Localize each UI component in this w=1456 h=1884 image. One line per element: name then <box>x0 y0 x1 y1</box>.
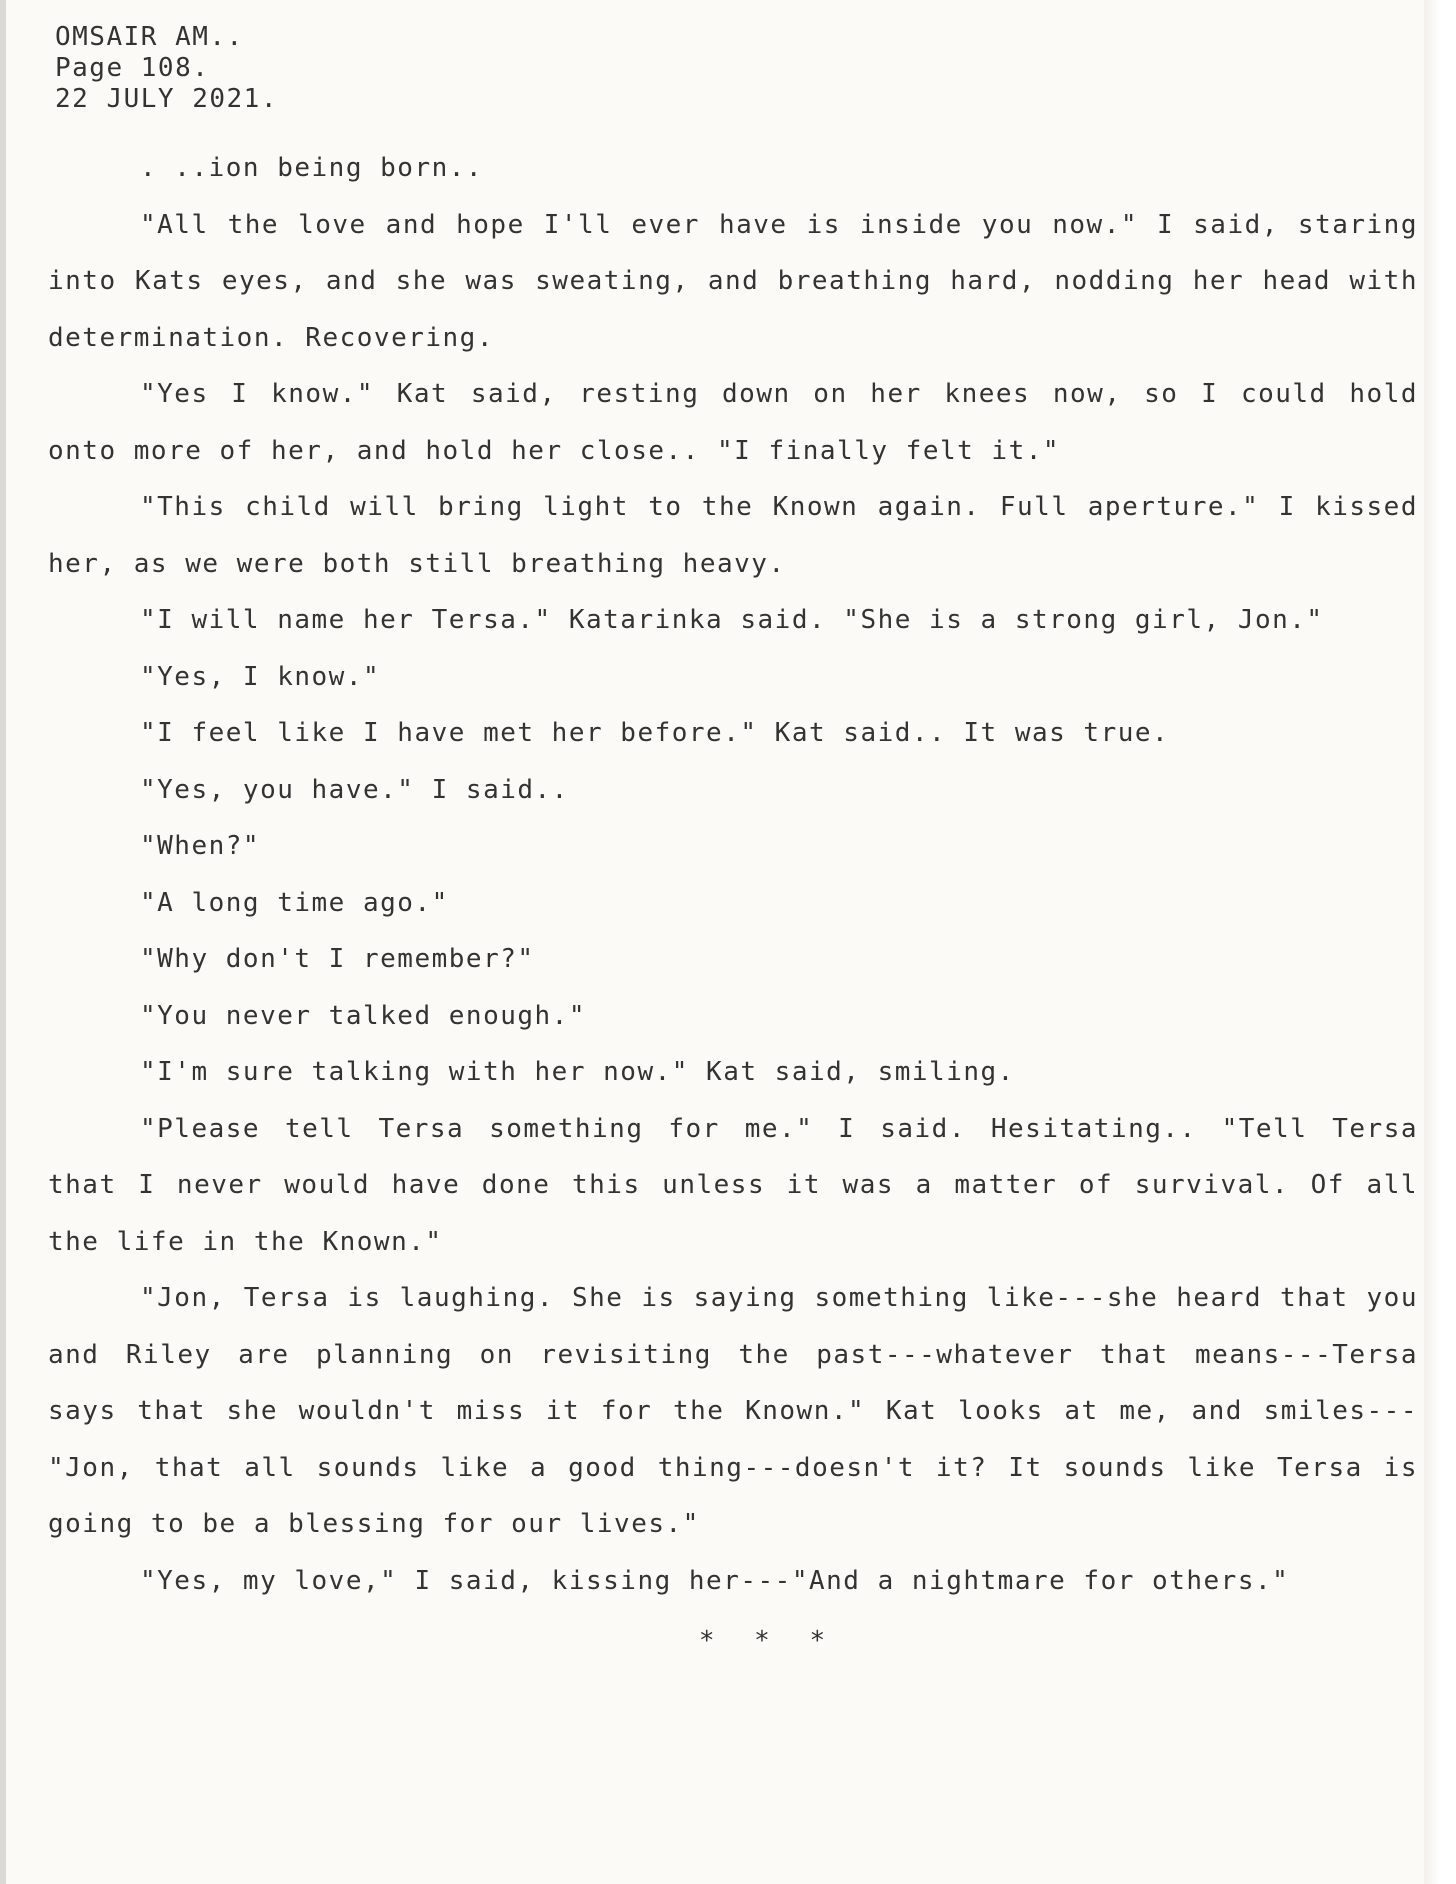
paragraph: "Jon, Tersa is laughing. She is saying something like---she heard that you and Riley are planning on revisiting the past---whatever that means---Tersa says that she wouldn't miss it for the Known." Kat looks at me, and smiles---"Jon, that all sounds like a good thing---doesn't it? It sounds like Tersa is going to be a blessing for our lives." <box>48 1283 1418 1539</box>
paragraph: "You never talked enough." <box>140 1000 586 1031</box>
paragraph: "I'm sure talking with her now." Kat said, smiling. <box>140 1057 1015 1087</box>
paragraph: "Please tell Tersa something for me." I said. Hesitating.. "Tell Tersa that I never would have done this unless it was a matter of survival. Of all the life in the Known." <box>48 1113 1418 1257</box>
paragraph: "All the love and hope I'll ever have is inside you now." I said, staring into Kats eyes, and she was sweating, and breathing hard, nodding her head with determination. Recovering. <box>48 209 1418 353</box>
paragraph: "When?" <box>140 831 261 861</box>
paragraph: "Why don't I remember?" <box>140 944 535 974</box>
section-separator: * * * <box>698 1626 838 1656</box>
paragraph: . ..ion being born.. <box>140 153 484 183</box>
paragraph: "A long time ago." <box>140 887 449 918</box>
header-page-number: Page 108. <box>55 53 210 83</box>
paragraph: "Yes, you have." I said.. <box>140 774 569 805</box>
paragraph: "This child will bring light to the Known again. Full aperture." I kissed her, as we were both still breathing heavy. <box>48 492 1418 579</box>
paragraph: "I will name her Tersa." Katarinka said. "She is a strong girl, Jon." <box>140 605 1324 635</box>
paragraph: "Yes, I know." <box>140 661 381 692</box>
paragraph: "Yes, my love," I said, kissing her---"And a nightmare for others." <box>140 1565 1290 1596</box>
paragraph: "I feel like I have met her before." Kat said.. It was true. <box>140 718 1170 748</box>
paper-edge <box>1424 0 1440 1884</box>
page-header <box>55 22 278 115</box>
page-body <box>48 140 1418 1670</box>
header-date: 22 JULY 2021. <box>55 84 278 114</box>
paragraph: "Yes I know." Kat said, resting down on her knees now, so I could hold onto more of her, and hold her close.. "I finally felt it." <box>48 379 1418 466</box>
header-title: OMSAIR AM.. <box>55 22 244 52</box>
